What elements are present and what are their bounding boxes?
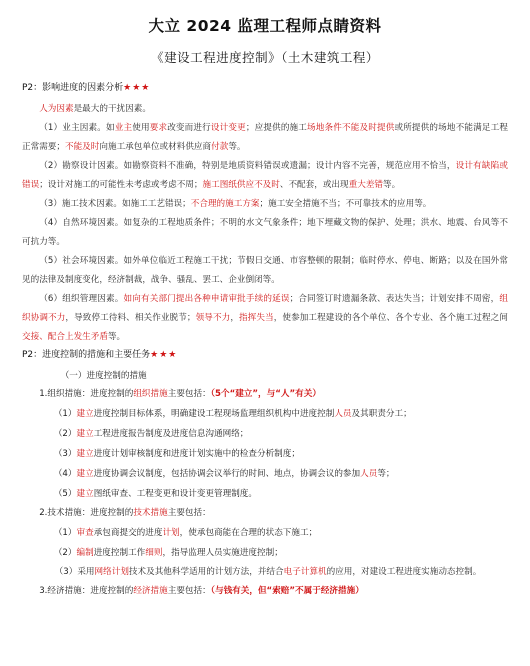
importance-stars: ★★★ — [123, 83, 151, 93]
tech-measures-intro: 2.技术措施：进度控制的技术措施主要包括： — [39, 508, 211, 518]
factor-management: （6）组织管理因素。如向有关部门提出各种申请审批手续的延误；合同签订时遗漏条款、表达失当；计划安排不周密，组织协调不力，导致停工待料、相关作业脱节；领导不力，指挥失当，使参加工程建设的各个单位、各个专业、各个施工过程之间交接、配合上发生矛盾等。 — [22, 294, 508, 342]
section-heading-measures — [22, 349, 508, 362]
factor-nature: （4）自然环境因素。如复杂的工程地质条件；不明的水文气象条件；地下埋藏文物的保护、处理；洪水、地震、台风等不可抗力等。 — [22, 218, 508, 247]
factor-design: （2）勘察设计因素。如勘察资料不准确，特别是地质资料错误或遗漏；设计内容不完善，规范应用不恰当，设计有缺陷或错误；设计对施工的可能性未考虑或考虑不周；施工图纸供应不及时、不配套，或出现重大差错等。 — [22, 161, 508, 190]
section-heading-factors — [22, 82, 508, 95]
list-item: （5）建立图纸审查、工程变更和设计变更管理制度。 — [53, 489, 257, 499]
list-item: （2）编制进度控制工作细则，指导监理人员实施进度控制； — [53, 548, 283, 558]
heading-text: P2：影响进度的因素分析 — [22, 83, 124, 93]
list-item: （3）建立进度计划审核制度和进度计划实施中的检查分析制度； — [53, 449, 300, 459]
list-item: （4）建立进度协调会议制度，包括协调会议举行的时间、地点，协调会议的参加人员等； — [53, 469, 395, 479]
heading-text: P2：进度控制的措施和主要任务 — [22, 350, 151, 360]
factor-technology: （3）施工技术因素。如施工工艺错误；不合理的施工方案；施工安全措施不当；不可靠技术的应用等。 — [39, 199, 432, 209]
factors-lead: 人为因素是最大的干扰因素。 — [39, 104, 151, 114]
document-title: 大立 2024 监理工程师点睛资料 — [148, 17, 382, 35]
list-item: （3）采用网络计划技术及其他科学适用的计划方法，并结合电子计算机的应用，对建设工程进度实施动态控制。 — [54, 567, 482, 577]
factor-society: （5）社会环境因素。如外单位临近工程施工干扰；节假日交通、市容整顿的限制；临时停水、停电、断路；以及在国外常见的法律及制度变化，经济制裁，战争、骚乱、罢工、企业倒闭等。 — [22, 256, 508, 285]
org-measures-list — [22, 404, 508, 504]
subsection-measures: （一）进度控制的措施 — [60, 371, 147, 381]
econ-measures-intro: 3.经济措施：进度控制的经济措施主要包括：（与钱有关，但“索赔”不属于经济措施） — [39, 586, 364, 596]
list-item: （2）建立工程进度报告制度及进度信息沟通网络； — [53, 429, 249, 439]
document-subtitle: 《建设工程进度控制》（土木建筑工程） — [151, 50, 379, 65]
importance-stars: ★★★ — [150, 350, 178, 360]
list-item: （1）建立进度控制目标体系，明确建设工程现场监理组织机构中进度控制人员及其职责分工； — [53, 409, 412, 419]
factor-owner: （1）业主因素。如业主使用要求改变而进行设计变更；应提供的施工场地条件不能及时提供或所提供的场地不能满足工程正常需要；不能及时向施工承包单位或材料供应商付款等。 — [22, 123, 508, 152]
org-measures-intro: 1.组织措施：进度控制的组织措施主要包括：（5个“建立”，与“人”有关） — [39, 389, 321, 399]
list-item: （1）审查承包商提交的进度计划，使承包商能在合理的状态下施工； — [53, 528, 318, 538]
